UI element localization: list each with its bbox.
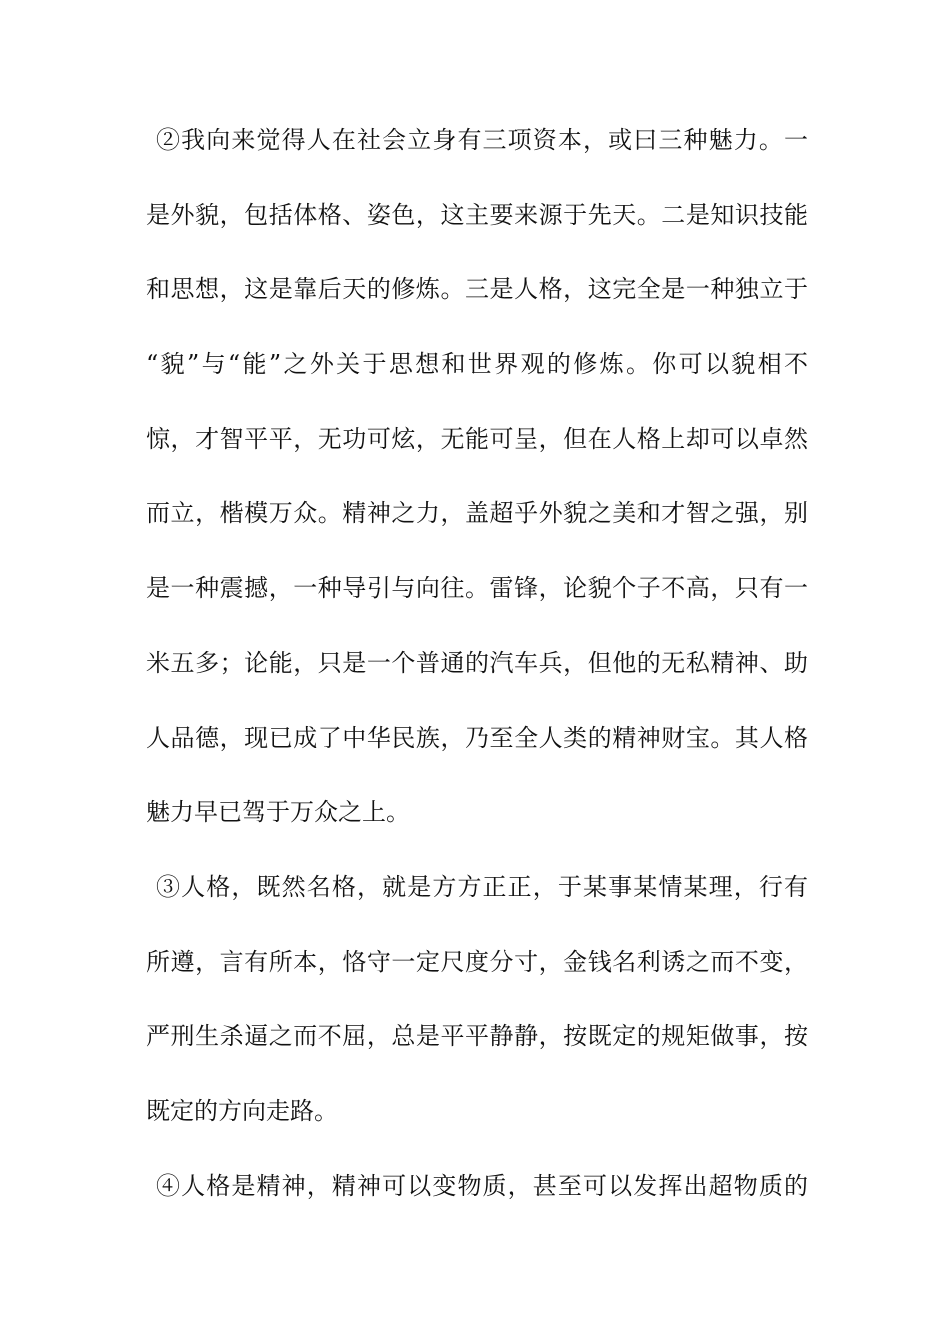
text-line: 而立，楷模万众。精神之力，盖超乎外貌之美和才智之强，别 [146,499,808,528]
text-line: 严刑生杀逼之而不屈，总是平平静静，按既定的规矩做事，按 [146,1022,808,1051]
paragraph-4 [146,1164,808,1239]
text-line: 惊，才智平平，无功可炫，无能可呈，但在人格上却可以卓然 [146,424,808,453]
text-line: “貌”与“能”之外关于思想和世界观的修炼。你可以貌相不 [146,350,808,379]
text-line: 米五多；论能，只是一个普通的汽车兵，但他的无私精神、助 [146,648,808,677]
text-line: 是一种震撼，一种导引与向往。雷锋，论貌个子不高，只有一 [146,574,808,603]
text-line: 和思想，这是靠后天的修炼。三是人格，这完全是一种独立于 [146,275,808,304]
text-line: ④人格是精神，精神可以变物质，甚至可以发挥出超物质的 [156,1171,808,1200]
document-body [146,118,808,1238]
text-line: ③人格，既然名格，就是方方正正，于某事某情某理，行有 [156,872,808,901]
text-line: 魅力早已驾于万众之上。 [146,798,410,827]
paragraph-3 [146,865,808,1164]
text-line: 是外貌，包括体格、姿色，这主要来源于先天。二是知识技能 [146,200,808,229]
paragraph-2 [146,118,808,865]
text-line: 既定的方向走路。 [146,1096,338,1125]
text-line: 所遵，言有所本，恪守一定尺度分寸，金钱名利诱之而不变， [146,947,808,976]
text-line: ②我向来觉得人在社会立身有三项资本，或曰三种魅力。一 [156,126,808,154]
text-line: 人品德，现已成了中华民族，乃至全人类的精神财宝。其人格 [146,723,808,752]
